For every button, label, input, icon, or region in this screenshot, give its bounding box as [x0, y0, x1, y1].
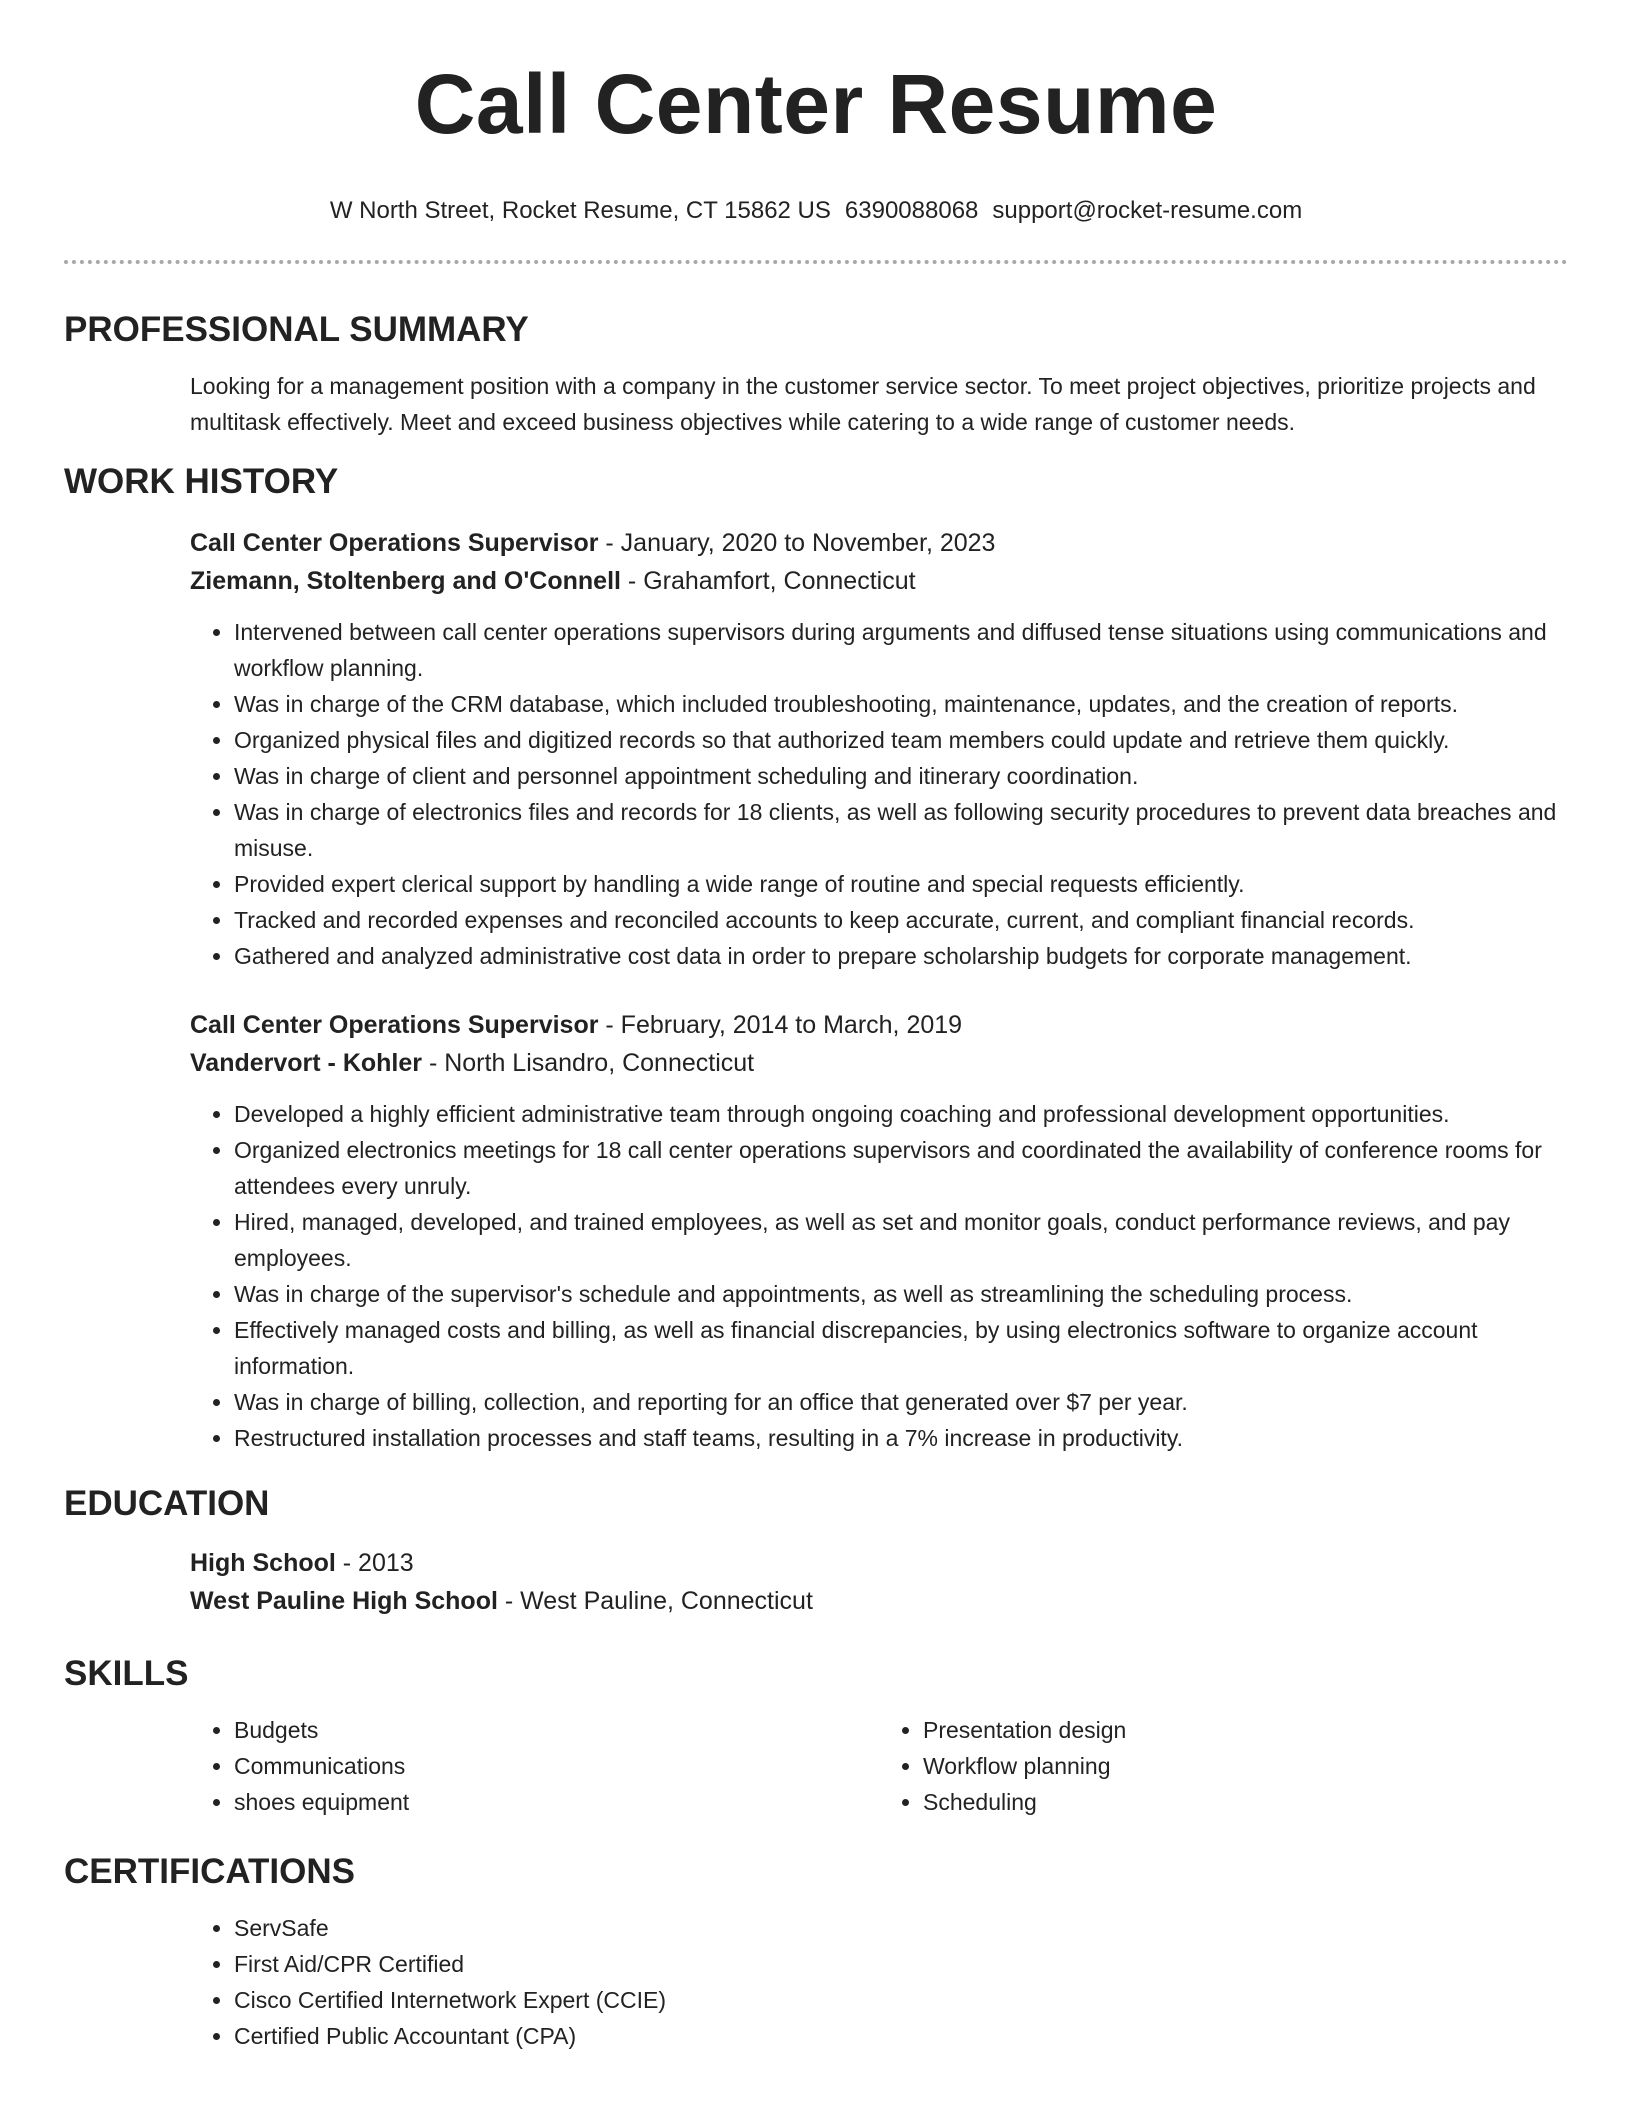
- contact-email: support@rocket-resume.com: [992, 197, 1303, 224]
- skills-grid: [64, 1712, 1568, 1820]
- job-title-line: [190, 524, 1568, 562]
- education-degree: High School: [190, 1549, 336, 1577]
- education-entry: [64, 1544, 1568, 1620]
- list-item: • ServSafe: [234, 1910, 1568, 1946]
- education-school: West Pauline High School: [190, 1587, 498, 1615]
- certifications-list: [64, 1910, 1568, 2054]
- job-bullets: [190, 614, 1568, 974]
- list-item: • Tracked and recorded expenses and reconciled accounts to keep accurate, current, and compliant financial records.: [234, 902, 1568, 938]
- list-item: • Cisco Certified Internetwork Expert (CCIE): [234, 1982, 1568, 2018]
- section-title-certifications: CERTIFICATIONS: [64, 1852, 356, 1891]
- education-school-line: [190, 1582, 1568, 1620]
- job-bullets: [190, 1096, 1568, 1456]
- section-title-skills: SKILLS: [64, 1654, 189, 1693]
- summary-text: Looking for a management position with a company in the customer service sector. To meet project objectives, prioritize projects and multitask effectively. Meet and exceed business objectives while catering to a wide range of customer needs.: [190, 373, 1536, 435]
- list-item: • Hired, managed, developed, and trained employees, as well as set and monitor goals, conduct performance reviews, and pay employees.: [234, 1204, 1568, 1276]
- list-item: • Communications: [234, 1748, 879, 1784]
- list-item: • Was in charge of the CRM database, which included troubleshooting, maintenance, updates, and the creation of reports.: [234, 686, 1568, 722]
- list-item: • Certified Public Accountant (CPA): [234, 2018, 1568, 2054]
- list-item: • Restructured installation processes and staff teams, resulting in a 7% increase in productivity.: [234, 1420, 1568, 1456]
- list-item: • Was in charge of client and personnel appointment scheduling and itinerary coordination.: [234, 758, 1568, 794]
- list-item: • Presentation design: [923, 1712, 1568, 1748]
- contact-line: [64, 196, 1568, 226]
- education-section: [64, 1482, 1568, 1620]
- education-year: - 2013: [335, 1549, 414, 1577]
- list-item: • shoes equipment: [234, 1784, 879, 1820]
- contact-address: W North Street, Rocket Resume, CT 15862 US: [329, 197, 831, 224]
- job-dates: - February, 2014 to March, 2019: [598, 1011, 963, 1039]
- summary-section: [64, 308, 1568, 440]
- job-title-line: [190, 1006, 1568, 1044]
- list-item: • First Aid/CPR Certified: [234, 1946, 1568, 1982]
- list-item: • Was in charge of billing, collection, and reporting for an office that generated over $7 per year.: [234, 1384, 1568, 1420]
- job-company: Vandervort - Kohler: [190, 1049, 422, 1077]
- work-section: [64, 460, 1568, 1456]
- list-item: • Gathered and analyzed administrative cost data in order to prepare scholarship budgets for corporate management.: [234, 938, 1568, 974]
- list-item: • Developed a highly efficient administrative team through ongoing coaching and professional development opportunities.: [234, 1096, 1568, 1132]
- section-title-work: WORK HISTORY: [64, 462, 339, 501]
- certifications-section: [64, 1850, 1568, 2054]
- list-item: • Organized physical files and digitized records so that authorized team members could update and retrieve them quickly.: [234, 722, 1568, 758]
- job-entry: [64, 1006, 1568, 1456]
- list-item: • Intervened between call center operations supervisors during arguments and diffused tense situations using communications and workflow planning.: [234, 614, 1568, 686]
- list-item: • Effectively managed costs and billing, as well as financial discrepancies, by using electronics software to organize account information.: [234, 1312, 1568, 1384]
- job-location: - North Lisandro, Connecticut: [422, 1049, 755, 1077]
- job-company: Ziemann, Stoltenberg and O'Connell: [190, 567, 621, 595]
- list-item: • Workflow planning: [923, 1748, 1568, 1784]
- job-entry: [64, 524, 1568, 974]
- job-company-line: [190, 562, 1568, 600]
- section-title-summary: PROFESSIONAL SUMMARY: [64, 310, 529, 349]
- list-item: • Provided expert clerical support by handling a wide range of routine and special requests efficiently.: [234, 866, 1568, 902]
- job-dates: - January, 2020 to November, 2023: [598, 529, 996, 557]
- resume-name: Call Center Resume: [414, 57, 1218, 151]
- education-location: - West Pauline, Connecticut: [497, 1587, 813, 1615]
- list-item: • Was in charge of electronics files and records for 18 clients, as well as following security procedures to prevent data breaches and misuse.: [234, 794, 1568, 866]
- skills-section: [64, 1652, 1568, 1820]
- job-location: - Grahamfort, Connecticut: [620, 567, 916, 595]
- list-item: • Budgets: [234, 1712, 879, 1748]
- list-item: • Scheduling: [923, 1784, 1568, 1820]
- education-degree-line: [190, 1544, 1568, 1582]
- skills-right-list: [879, 1712, 1568, 1820]
- job-role: Call Center Operations Supervisor: [190, 1011, 599, 1039]
- contact-phone: 6390088068: [844, 197, 979, 224]
- skills-left-list: [190, 1712, 879, 1820]
- job-role: Call Center Operations Supervisor: [190, 529, 599, 557]
- header-divider: [64, 260, 1568, 264]
- list-item: • Organized electronics meetings for 18 call center operations supervisors and coordinated the availability of conference rooms for attendees every unruly.: [234, 1132, 1568, 1204]
- list-item: • Was in charge of the supervisor's schedule and appointments, as well as streamlining the scheduling process.: [234, 1276, 1568, 1312]
- job-company-line: [190, 1044, 1568, 1082]
- section-title-education: EDUCATION: [64, 1484, 270, 1523]
